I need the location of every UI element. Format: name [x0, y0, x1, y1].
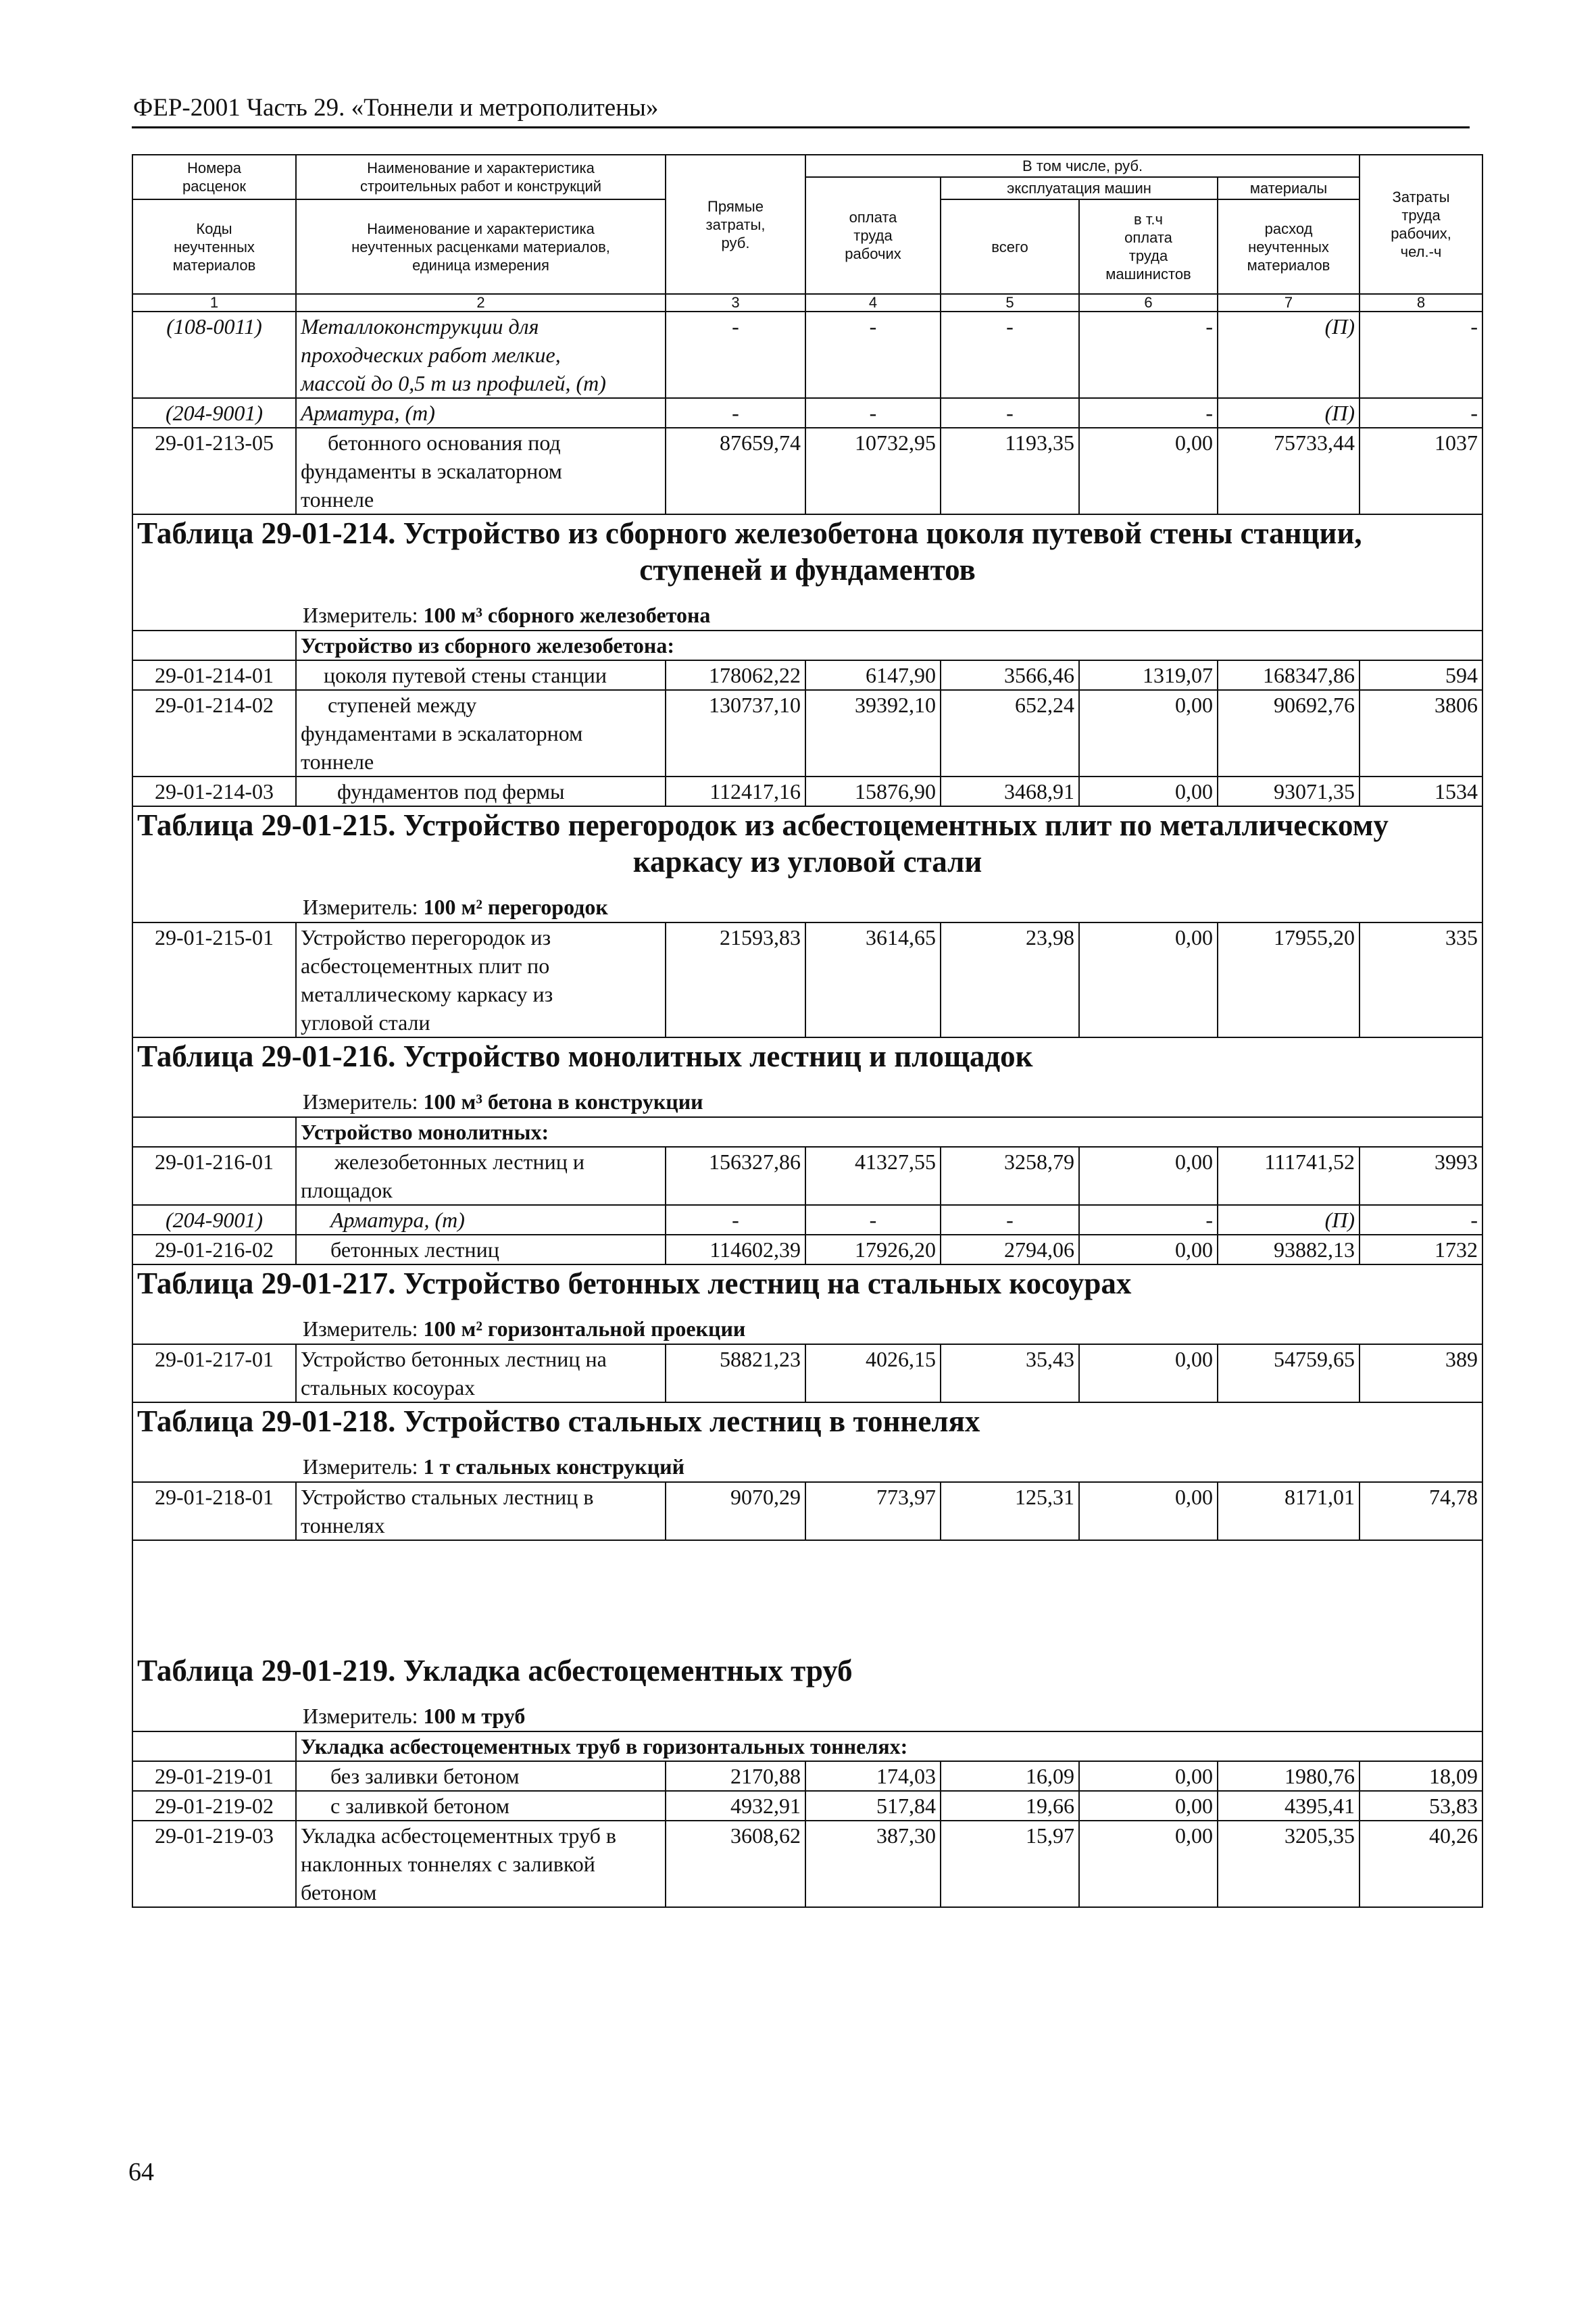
rate-name: железобетонных лестниц и площадок — [296, 1147, 666, 1205]
cell-value: - — [805, 398, 941, 428]
material-name: Арматура, (т) — [296, 1205, 666, 1235]
col-num: 4 — [805, 294, 941, 312]
rate-name: фундаментов под фермы — [296, 777, 666, 806]
cell-value: 4932,91 — [666, 1791, 805, 1821]
cell-value: 0,00 — [1079, 1344, 1218, 1402]
cell-value: - — [666, 398, 805, 428]
cell-value: 74,78 — [1360, 1482, 1482, 1540]
table-row — [132, 1235, 1482, 1264]
cell-value: 174,03 — [805, 1761, 941, 1791]
table-title-214: Таблица 29-01-214. Устройство из сборного железобетона цоколя путевой стены станции, ступеней и фундаментов Измеритель: 100 м³ сборного железобетона — [132, 514, 1482, 631]
cell-value: 0,00 — [1079, 777, 1218, 806]
cell-value: 335 — [1360, 922, 1482, 1037]
table-row — [132, 1344, 1482, 1402]
cell-value: 0,00 — [1079, 1821, 1218, 1907]
col-head-ekspl: эксплуатация машин — [941, 177, 1218, 199]
running-header: ФЕР-2001 Часть 29. «Тоннели и метрополитены» — [133, 94, 659, 122]
cell-value: 17926,20 — [805, 1235, 941, 1264]
rate-code: 29-01-214-01 — [132, 660, 296, 690]
cell-value: 0,00 — [1079, 1761, 1218, 1791]
cell-value: 3205,35 — [1218, 1821, 1360, 1907]
material-name: Арматура, (т) — [296, 398, 666, 428]
cell-value: 0,00 — [1079, 922, 1218, 1037]
column-numbers-row — [132, 294, 1482, 312]
cell-value: 93071,35 — [1218, 777, 1360, 806]
cell-value: 90692,76 — [1218, 690, 1360, 777]
cell-value: 54759,65 — [1218, 1344, 1360, 1402]
col-num: 3 — [666, 294, 805, 312]
cell-value: 3806 — [1360, 690, 1482, 777]
cell-value: 389 — [1360, 1344, 1482, 1402]
cell-value: 58821,23 — [666, 1344, 805, 1402]
material-code: (108-0011) — [132, 312, 296, 398]
table-row — [132, 777, 1482, 806]
measure-unit: Измеритель: 100 м³ бетона в конструкции — [303, 1089, 703, 1114]
col-head-kody: Коды неучтенных материалов — [132, 199, 296, 294]
group-heading: Устройство монолитных: — [296, 1117, 1482, 1147]
cell-value: 35,43 — [941, 1344, 1079, 1402]
cell-value: 23,98 — [941, 922, 1079, 1037]
cell-value: 112417,16 — [666, 777, 805, 806]
measure-unit: Измеритель: 100 м³ сборного железобетона — [303, 603, 711, 627]
cell-value: 8171,01 — [1218, 1482, 1360, 1540]
cell-value: - — [805, 1205, 941, 1235]
table-title-217: Таблица 29-01-217. Устройство бетонных лестниц на стальных косоурах Измеритель: 100 м² горизонтальной проекции — [132, 1264, 1482, 1344]
table-row — [132, 922, 1482, 1037]
cell-value: 39392,10 — [805, 690, 941, 777]
cell-value: - — [1360, 312, 1482, 398]
material-row — [132, 398, 1482, 428]
cell-value: 3614,65 — [805, 922, 941, 1037]
rate-name: цоколя путевой стены станции — [296, 660, 666, 690]
rate-name: без заливки бетоном — [296, 1761, 666, 1791]
cell-value: 0,00 — [1079, 690, 1218, 777]
cell-value: - — [1079, 312, 1218, 398]
cell-value: 21593,83 — [666, 922, 805, 1037]
col-head-naim2: Наименование и характеристика неучтенных расценками материалов, единица измерения — [296, 199, 666, 294]
cell-value: 168347,86 — [1218, 660, 1360, 690]
cell-value: 53,83 — [1360, 1791, 1482, 1821]
cell-value: - — [1360, 1205, 1482, 1235]
col-head-pryamye: Прямые затраты, руб. — [666, 155, 805, 294]
table-row — [132, 1821, 1482, 1907]
measure-unit: Измеритель: 100 м² перегородок — [303, 895, 608, 919]
cell-value: 652,24 — [941, 690, 1079, 777]
cell-value: 3608,62 — [666, 1821, 805, 1907]
rate-name: с заливкой бетоном — [296, 1791, 666, 1821]
table-title-218: Таблица 29-01-218. Устройство стальных лестниц в тоннелях Измеритель: 1 т стальных конструкций — [132, 1402, 1482, 1482]
col-num: 2 — [296, 294, 666, 312]
header-rule — [132, 126, 1470, 128]
col-num: 7 — [1218, 294, 1360, 312]
price-table — [132, 154, 1483, 1908]
rate-name: бетонного основания под фундаменты в эскалаторном тоннеле — [296, 428, 666, 514]
cell-value: 125,31 — [941, 1482, 1079, 1540]
rate-code: 29-01-218-01 — [132, 1482, 296, 1540]
cell-value: 3468,91 — [941, 777, 1079, 806]
cell-value: - — [941, 1205, 1079, 1235]
material-row — [132, 312, 1482, 398]
cell-value: 2170,88 — [666, 1761, 805, 1791]
rate-name: Устройство перегородок из асбестоцементных плит по металлическому каркасу из угловой стали — [296, 922, 666, 1037]
cell-value: 1037 — [1360, 428, 1482, 514]
rate-name: Укладка асбестоцементных труб в наклонных тоннелях с заливкой бетоном — [296, 1821, 666, 1907]
cell-value: 3566,46 — [941, 660, 1079, 690]
table-row — [132, 1147, 1482, 1205]
table-title-219: Таблица 29-01-219. Укладка асбестоцементных труб Измеритель: 100 м труб — [132, 1540, 1482, 1731]
cell-value: - — [941, 398, 1079, 428]
col-head-oplata: оплата труда рабочих — [805, 177, 941, 294]
rate-code: 29-01-213-05 — [132, 428, 296, 514]
rate-code: 29-01-214-03 — [132, 777, 296, 806]
cell-value: - — [941, 312, 1079, 398]
col-head-naim: Наименование и характеристика строительных работ и конструкций — [296, 155, 666, 199]
cell-value: 6147,90 — [805, 660, 941, 690]
cell-value: 178062,22 — [666, 660, 805, 690]
rate-name: Устройство стальных лестниц в тоннелях — [296, 1482, 666, 1540]
group-heading: Укладка асбестоцементных труб в горизонтальных тоннелях: — [296, 1731, 1482, 1761]
cell-value: 1980,76 — [1218, 1761, 1360, 1791]
table-row — [132, 1791, 1482, 1821]
col-num: 5 — [941, 294, 1079, 312]
cell-value: 0,00 — [1079, 428, 1218, 514]
col-num: 6 — [1079, 294, 1218, 312]
rate-name: ступеней между фундаментами в эскалаторном тоннеле — [296, 690, 666, 777]
col-num: 1 — [132, 294, 296, 312]
measure-unit: Измеритель: 1 т стальных конструкций — [303, 1454, 685, 1479]
cell-value: 16,09 — [941, 1761, 1079, 1791]
table-row — [132, 428, 1482, 514]
cell-value: 1319,07 — [1079, 660, 1218, 690]
col-head-zatraty: Затраты труда рабочих, чел.-ч — [1360, 155, 1482, 294]
table-row — [132, 1482, 1482, 1540]
cell-value: 4026,15 — [805, 1344, 941, 1402]
cell-value: 4395,41 — [1218, 1791, 1360, 1821]
cell-value: 387,30 — [805, 1821, 941, 1907]
cell-value: - — [805, 312, 941, 398]
rate-name: бетонных лестниц — [296, 1235, 666, 1264]
col-head-materialy: материалы — [1218, 177, 1360, 199]
cell-value: 93882,13 — [1218, 1235, 1360, 1264]
measure-unit: Измеритель: 100 м² горизонтальной проекции — [303, 1316, 746, 1341]
cell-value: - — [1079, 1205, 1218, 1235]
cell-value: 3993 — [1360, 1147, 1482, 1205]
col-head-vtom: В том числе, руб. — [805, 155, 1360, 177]
rate-code: 29-01-214-02 — [132, 690, 296, 777]
cell-value: 17955,20 — [1218, 922, 1360, 1037]
cell-value: 517,84 — [805, 1791, 941, 1821]
cell-value: - — [666, 1205, 805, 1235]
col-head-vtch: в т.ч оплата труда машинистов — [1079, 199, 1218, 294]
cell-value: 41327,55 — [805, 1147, 941, 1205]
material-code: (204-9001) — [132, 398, 296, 428]
cell-value: (П) — [1218, 312, 1360, 398]
col-head-rashod: расход неучтенных материалов — [1218, 199, 1360, 294]
table-title-216: Таблица 29-01-216. Устройство монолитных лестниц и площадок Измеритель: 100 м³ бетона в конструкции — [132, 1037, 1482, 1117]
cell-value: 9070,29 — [666, 1482, 805, 1540]
cell-value: 1732 — [1360, 1235, 1482, 1264]
cell-value: 114602,39 — [666, 1235, 805, 1264]
material-name: Металлоконструкции для проходческих работ мелкие, массой до 0,5 т из профилей, (т) — [296, 312, 666, 398]
cell-value: 0,00 — [1079, 1791, 1218, 1821]
rate-code: 29-01-215-01 — [132, 922, 296, 1037]
cell-value: 0,00 — [1079, 1482, 1218, 1540]
cell-value: 18,09 — [1360, 1761, 1482, 1791]
cell-value: 87659,74 — [666, 428, 805, 514]
cell-value: - — [666, 312, 805, 398]
measure-unit: Измеритель: 100 м труб — [303, 1704, 526, 1728]
table-row — [132, 1761, 1482, 1791]
cell-value: 15,97 — [941, 1821, 1079, 1907]
cell-value: 773,97 — [805, 1482, 941, 1540]
rate-code: 29-01-216-01 — [132, 1147, 296, 1205]
cell-value: 2794,06 — [941, 1235, 1079, 1264]
cell-value: 75733,44 — [1218, 428, 1360, 514]
table-row — [132, 690, 1482, 777]
cell-value: - — [1079, 398, 1218, 428]
cell-value: 130737,10 — [666, 690, 805, 777]
cell-value: 0,00 — [1079, 1147, 1218, 1205]
material-row — [132, 1205, 1482, 1235]
cell-value: 1534 — [1360, 777, 1482, 806]
cell-value: 594 — [1360, 660, 1482, 690]
cell-value: (П) — [1218, 398, 1360, 428]
table-title-215: Таблица 29-01-215. Устройство перегородок из асбестоцементных плит по металлическому каркасу из угловой стали Измеритель: 100 м² перегородок — [132, 806, 1482, 922]
cell-value: 19,66 — [941, 1791, 1079, 1821]
group-heading: Устройство из сборного железобетона: — [296, 631, 1482, 660]
cell-value: (П) — [1218, 1205, 1360, 1235]
cell-value: 111741,52 — [1218, 1147, 1360, 1205]
table-row — [132, 660, 1482, 690]
cell-value: 15876,90 — [805, 777, 941, 806]
cell-value: 10732,95 — [805, 428, 941, 514]
rate-name: Устройство бетонных лестниц на стальных косоурах — [296, 1344, 666, 1402]
cell-value: 40,26 — [1360, 1821, 1482, 1907]
material-code: (204-9001) — [132, 1205, 296, 1235]
rate-code: 29-01-219-03 — [132, 1821, 296, 1907]
cell-value: 156327,86 — [666, 1147, 805, 1205]
cell-value: 3258,79 — [941, 1147, 1079, 1205]
cell-value: 0,00 — [1079, 1235, 1218, 1264]
col-head-nomera: Номера расценок — [132, 155, 296, 199]
cell-value: - — [1360, 398, 1482, 428]
cell-value: 1193,35 — [941, 428, 1079, 514]
rate-code: 29-01-219-01 — [132, 1761, 296, 1791]
col-head-vsego: всего — [941, 199, 1079, 294]
rate-code: 29-01-219-02 — [132, 1791, 296, 1821]
rate-code: 29-01-217-01 — [132, 1344, 296, 1402]
page-number: 64 — [128, 2158, 154, 2186]
rate-code: 29-01-216-02 — [132, 1235, 296, 1264]
col-num: 8 — [1360, 294, 1482, 312]
